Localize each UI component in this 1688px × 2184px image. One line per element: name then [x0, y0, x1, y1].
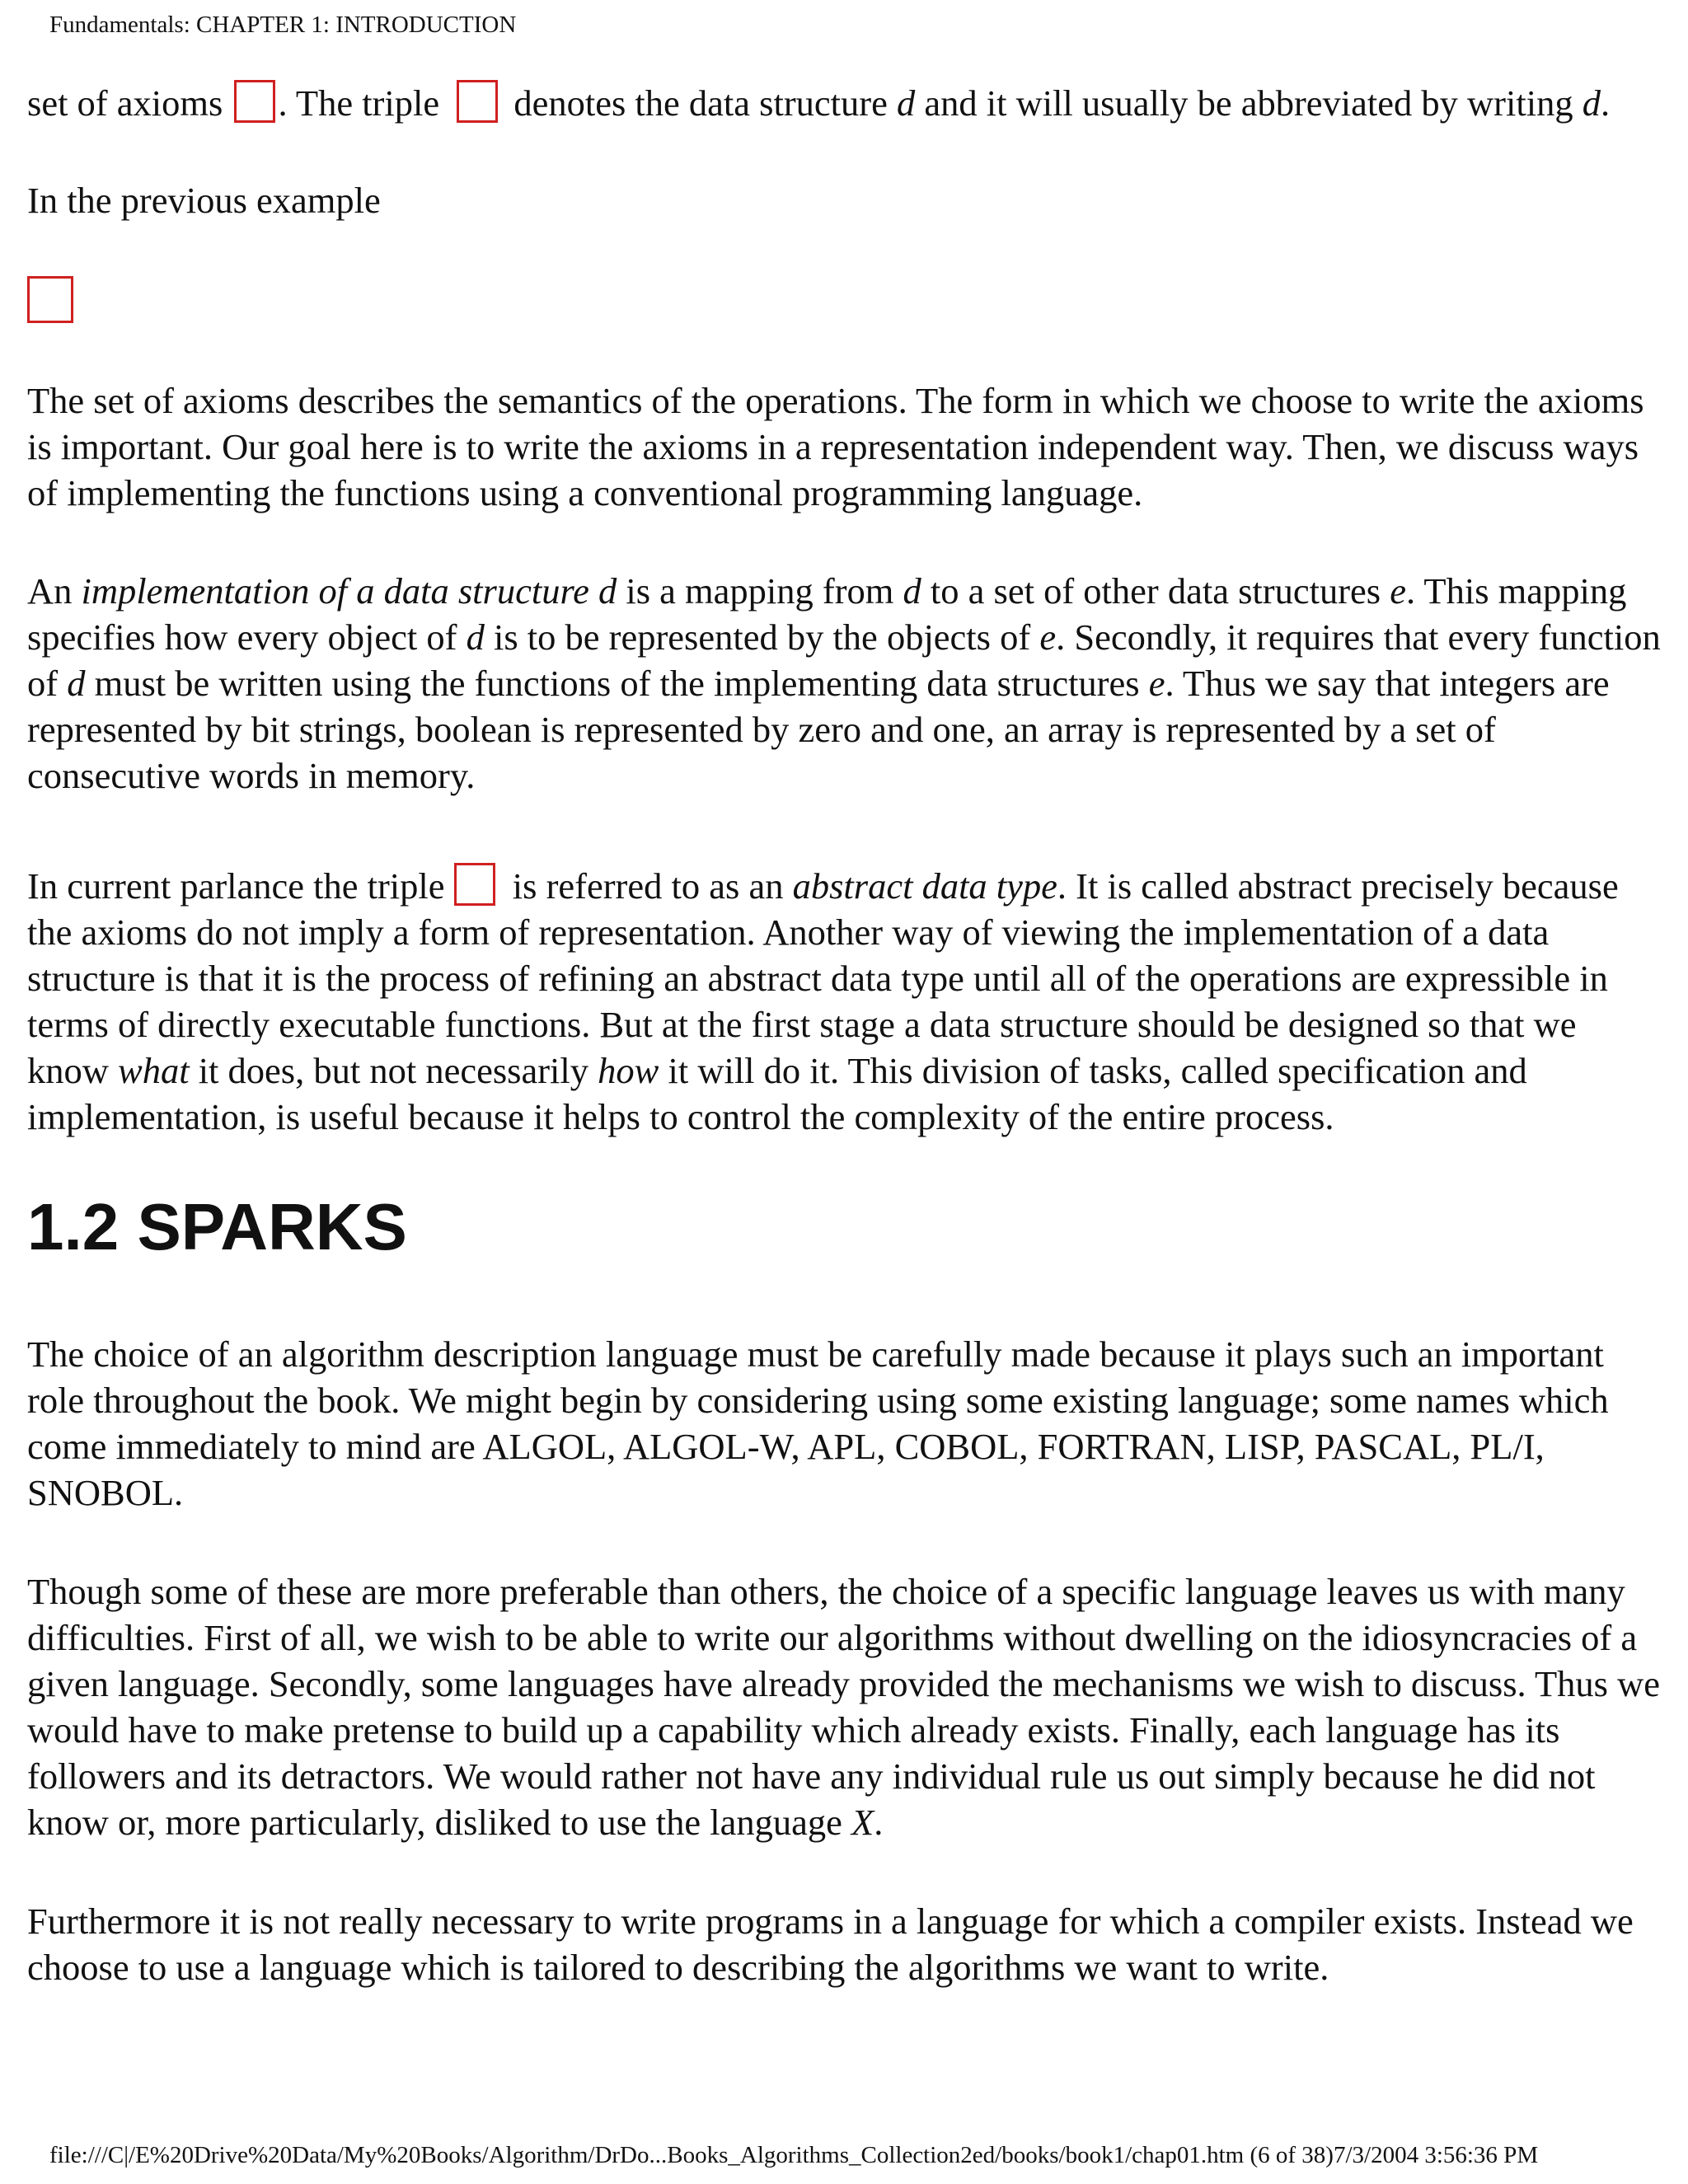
paragraph-axioms-triple: set of axioms . The triple denotes the data structure d and it will usually be abbreviated by writing d.	[27, 80, 1663, 126]
paragraph-axioms-semantics: The set of axioms describes the semantics of the operations. The form in which we choose to write the axioms is important. Our goal here is to write the axioms in a representation independent way. Then, we discuss ways of implementing the functions using a conventional programming language.	[27, 380, 1644, 513]
paragraph-language-choice: The choice of an algorithm description language must be carefully made because it plays such an important role throughout the book. We might begin by considering using some existing language; some names which come immediately to mind are ALGOL, ALGOL-W, APL, COBOL, FORTRAN, LISP, PASCAL, PL/I, SNOBOL.	[27, 1333, 1609, 1513]
page-footer-file-path: file:///C|/E%20Drive%20Data/My%20Books/Algorithm/DrDo...Books_Algorithms_Collection2ed/books/book1/chap01.htm (6 of 38)7/3/2004 3:56:36 PM	[49, 2142, 1539, 2168]
page-header: Fundamentals: CHAPTER 1: INTRODUCTION	[49, 12, 517, 38]
broken-image-icon	[234, 80, 275, 123]
formula-image	[27, 276, 1663, 323]
broken-image-icon	[457, 80, 498, 123]
broken-image-icon	[27, 276, 73, 323]
paragraph-previous-example: In the previous example	[27, 180, 381, 221]
section-heading: 1.2 SPARKS	[27, 1190, 407, 1263]
paragraph-language-difficulties: Though some of these are more preferable than others, the choice of a specific language leaves us with many difficulties. First of all, we wish to be able to write our algorithms without dwelling on the idiosyncracies of a given language. Secondly, some languages have already provided the mechanisms we wish to discuss. Thus we would have to make pretense to build up a capability which already exists. Finally, each language has its followers and its detractors. We would rather not have any individual rule us out simply because he did not know or, more particularly, disliked to use the language X.	[27, 1571, 1661, 1843]
paragraph-abstract-data-type: In current parlance the triple is referred to as an abstract data type. It is called abstract precisely because the axioms do not imply a form of representation. Another way of viewing the implementation of a data structure is that it is the process of refining an abstract data type until all of the operations are expressible in terms of directly executable functions. But at the first stage a data structure should be designed so that we know what it does, but not necessarily how it will do it. This division of tasks, called specification and implementation, is useful because it helps to control the complexity of the entire process.	[27, 863, 1663, 1140]
paragraph-implementation: An implementation of a data structure d is a mapping from d to a set of other data structures e. This mapping specifies how every object of d is to be represented by the objects of e. Secondly, it requires that every function of d must be written using the functions of the implementing data structures e. Thus we say that integers are represented by bit strings, boolean is represented by zero and one, an array is represented by a set of consecutive words in memory.	[27, 570, 1661, 796]
document-body	[27, 80, 1663, 1990]
broken-image-icon	[454, 863, 495, 906]
paragraph-tailored-language: Furthermore it is not really necessary to write programs in a language for which a compiler exists. Instead we choose to use a language which is tailored to describing the algorithms we want to write.	[27, 1900, 1634, 1988]
